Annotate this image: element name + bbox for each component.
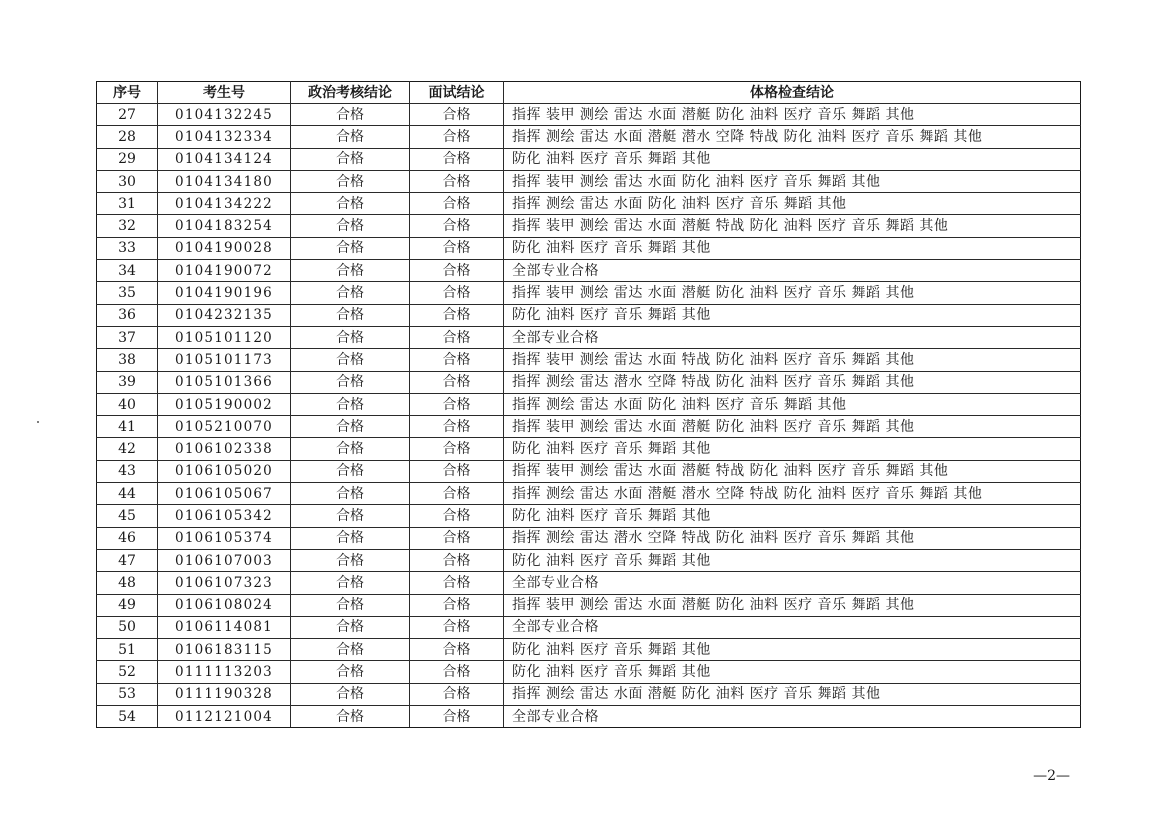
serial-cell: 30 <box>97 170 158 192</box>
political-review-cell: 合格 <box>291 460 410 482</box>
political-review-cell: 合格 <box>291 572 410 594</box>
interview-cell: 合格 <box>410 349 504 371</box>
physical-exam-cell: 指挥 装甲 测绘 雷达 水面 潜艇 特战 防化 油料 医疗 音乐 舞蹈 其他 <box>504 215 1081 237</box>
interview-cell: 合格 <box>410 371 504 393</box>
table-row <box>97 371 1081 393</box>
candidate-id-cell: 0111113203 <box>158 661 291 683</box>
political-review-cell: 合格 <box>291 393 410 415</box>
physical-exam-cell: 全部专业合格 <box>504 260 1081 282</box>
serial-cell: 28 <box>97 126 158 148</box>
interview-cell: 合格 <box>410 304 504 326</box>
political-review-cell: 合格 <box>291 126 410 148</box>
table-row <box>97 393 1081 415</box>
candidate-id-cell: 0104134222 <box>158 193 291 215</box>
candidate-id-cell: 0105210070 <box>158 416 291 438</box>
physical-exam-cell: 指挥 测绘 雷达 水面 潜艇 潜水 空降 特战 防化 油料 医疗 音乐 舞蹈 其他 <box>504 126 1081 148</box>
candidate-id-cell: 0106105020 <box>158 460 291 482</box>
political-review-cell: 合格 <box>291 549 410 571</box>
candidate-id-cell: 0104190028 <box>158 237 291 259</box>
serial-cell: 39 <box>97 371 158 393</box>
political-review-cell: 合格 <box>291 148 410 170</box>
physical-exam-cell: 防化 油料 医疗 音乐 舞蹈 其他 <box>504 505 1081 527</box>
political-review-cell: 合格 <box>291 661 410 683</box>
physical-exam-cell: 防化 油料 医疗 音乐 舞蹈 其他 <box>504 549 1081 571</box>
interview-cell: 合格 <box>410 282 504 304</box>
political-review-cell: 合格 <box>291 349 410 371</box>
serial-cell: 45 <box>97 505 158 527</box>
table-row <box>97 304 1081 326</box>
interview-cell: 合格 <box>410 527 504 549</box>
physical-exam-cell: 指挥 装甲 测绘 雷达 水面 潜艇 特战 防化 油料 医疗 音乐 舞蹈 其他 <box>504 460 1081 482</box>
interview-cell: 合格 <box>410 460 504 482</box>
physical-exam-cell: 防化 油料 医疗 音乐 舞蹈 其他 <box>504 438 1081 460</box>
table-row <box>97 438 1081 460</box>
header-row <box>97 82 1081 104</box>
serial-cell: 54 <box>97 706 158 728</box>
candidate-id-cell: 0112121004 <box>158 706 291 728</box>
physical-exam-cell: 指挥 装甲 测绘 雷达 水面 潜艇 防化 油料 医疗 音乐 舞蹈 其他 <box>504 282 1081 304</box>
interview-cell: 合格 <box>410 438 504 460</box>
political-review-cell: 合格 <box>291 438 410 460</box>
interview-cell: 合格 <box>410 416 504 438</box>
interview-cell: 合格 <box>410 215 504 237</box>
physical-exam-cell: 防化 油料 医疗 音乐 舞蹈 其他 <box>504 148 1081 170</box>
table-row <box>97 170 1081 192</box>
interview-cell: 合格 <box>410 104 504 126</box>
interview-cell: 合格 <box>410 639 504 661</box>
political-review-cell: 合格 <box>291 104 410 126</box>
political-review-cell: 合格 <box>291 594 410 616</box>
table-row <box>97 661 1081 683</box>
serial-cell: 50 <box>97 616 158 638</box>
interview-cell: 合格 <box>410 260 504 282</box>
serial-cell: 47 <box>97 549 158 571</box>
candidate-id-cell: 0104190196 <box>158 282 291 304</box>
serial-cell: 41 <box>97 416 158 438</box>
serial-cell: 32 <box>97 215 158 237</box>
serial-cell: 48 <box>97 572 158 594</box>
interview-cell: 合格 <box>410 683 504 705</box>
interview-cell: 合格 <box>410 505 504 527</box>
candidate-id-cell: 0106105342 <box>158 505 291 527</box>
table-row <box>97 594 1081 616</box>
table-row <box>97 260 1081 282</box>
political-review-cell: 合格 <box>291 215 410 237</box>
table-row <box>97 237 1081 259</box>
table-row <box>97 616 1081 638</box>
physical-exam-cell: 指挥 测绘 雷达 水面 潜艇 防化 油料 医疗 音乐 舞蹈 其他 <box>504 683 1081 705</box>
interview-cell: 合格 <box>410 170 504 192</box>
physical-exam-cell: 防化 油料 医疗 音乐 舞蹈 其他 <box>504 639 1081 661</box>
candidate-id-cell: 0106108024 <box>158 594 291 616</box>
serial-cell: 44 <box>97 483 158 505</box>
physical-exam-cell: 指挥 测绘 雷达 潜水 空降 特战 防化 油料 医疗 音乐 舞蹈 其他 <box>504 371 1081 393</box>
table-row <box>97 416 1081 438</box>
physical-exam-cell: 指挥 装甲 测绘 雷达 水面 防化 油料 医疗 音乐 舞蹈 其他 <box>504 170 1081 192</box>
political-review-cell: 合格 <box>291 683 410 705</box>
candidate-id-cell: 0106114081 <box>158 616 291 638</box>
physical-exam-cell: 指挥 装甲 测绘 雷达 水面 潜艇 防化 油料 医疗 音乐 舞蹈 其他 <box>504 594 1081 616</box>
serial-cell: 49 <box>97 594 158 616</box>
physical-exam-cell: 全部专业合格 <box>504 572 1081 594</box>
candidate-id-cell: 0111190328 <box>158 683 291 705</box>
interview-cell: 合格 <box>410 616 504 638</box>
interview-cell: 合格 <box>410 148 504 170</box>
physical-exam-cell: 全部专业合格 <box>504 616 1081 638</box>
political-review-cell: 合格 <box>291 483 410 505</box>
candidate-id-cell: 0104132245 <box>158 104 291 126</box>
serial-cell: 35 <box>97 282 158 304</box>
candidate-id-cell: 0105190002 <box>158 393 291 415</box>
serial-cell: 27 <box>97 104 158 126</box>
interview-cell: 合格 <box>410 549 504 571</box>
political-review-cell: 合格 <box>291 193 410 215</box>
political-review-cell: 合格 <box>291 371 410 393</box>
candidate-id-cell: 0104134180 <box>158 170 291 192</box>
candidate-id-cell: 0104134124 <box>158 148 291 170</box>
serial-cell: 29 <box>97 148 158 170</box>
candidate-id-cell: 0104132334 <box>158 126 291 148</box>
header-interview: 面试结论 <box>410 82 504 104</box>
physical-exam-cell: 指挥 装甲 测绘 雷达 水面 特战 防化 油料 医疗 音乐 舞蹈 其他 <box>504 349 1081 371</box>
header-physical-exam: 体格检查结论 <box>504 82 1081 104</box>
table-body <box>97 104 1081 728</box>
interview-cell: 合格 <box>410 326 504 348</box>
political-review-cell: 合格 <box>291 304 410 326</box>
table-row <box>97 193 1081 215</box>
political-review-cell: 合格 <box>291 282 410 304</box>
political-review-cell: 合格 <box>291 170 410 192</box>
serial-cell: 34 <box>97 260 158 282</box>
results-table <box>96 81 1081 728</box>
political-review-cell: 合格 <box>291 505 410 527</box>
page-number: —2— <box>1033 768 1070 784</box>
interview-cell: 合格 <box>410 706 504 728</box>
interview-cell: 合格 <box>410 572 504 594</box>
interview-cell: 合格 <box>410 193 504 215</box>
candidate-id-cell: 0106107323 <box>158 572 291 594</box>
interview-cell: 合格 <box>410 661 504 683</box>
candidate-id-cell: 0106107003 <box>158 549 291 571</box>
serial-cell: 52 <box>97 661 158 683</box>
table-header <box>97 82 1081 104</box>
serial-cell: 31 <box>97 193 158 215</box>
scan-speck <box>37 421 39 423</box>
table-row <box>97 148 1081 170</box>
candidate-id-cell: 0104183254 <box>158 215 291 237</box>
table-row <box>97 215 1081 237</box>
political-review-cell: 合格 <box>291 706 410 728</box>
table-row <box>97 549 1081 571</box>
candidate-id-cell: 0104190072 <box>158 260 291 282</box>
serial-cell: 37 <box>97 326 158 348</box>
physical-exam-cell: 指挥 装甲 测绘 雷达 水面 潜艇 防化 油料 医疗 音乐 舞蹈 其他 <box>504 104 1081 126</box>
candidate-id-cell: 0104232135 <box>158 304 291 326</box>
candidate-id-cell: 0106102338 <box>158 438 291 460</box>
political-review-cell: 合格 <box>291 616 410 638</box>
table-row <box>97 706 1081 728</box>
table-row <box>97 639 1081 661</box>
table-row <box>97 326 1081 348</box>
serial-cell: 36 <box>97 304 158 326</box>
candidate-id-cell: 0105101120 <box>158 326 291 348</box>
table-row <box>97 483 1081 505</box>
table-row <box>97 282 1081 304</box>
physical-exam-cell: 指挥 测绘 雷达 潜水 空降 特战 防化 油料 医疗 音乐 舞蹈 其他 <box>504 527 1081 549</box>
serial-cell: 38 <box>97 349 158 371</box>
header-serial: 序号 <box>97 82 158 104</box>
physical-exam-cell: 全部专业合格 <box>504 326 1081 348</box>
interview-cell: 合格 <box>410 483 504 505</box>
serial-cell: 43 <box>97 460 158 482</box>
physical-exam-cell: 防化 油料 医疗 音乐 舞蹈 其他 <box>504 661 1081 683</box>
political-review-cell: 合格 <box>291 527 410 549</box>
interview-cell: 合格 <box>410 594 504 616</box>
interview-cell: 合格 <box>410 393 504 415</box>
candidate-id-cell: 0106105374 <box>158 527 291 549</box>
table-row <box>97 126 1081 148</box>
political-review-cell: 合格 <box>291 260 410 282</box>
serial-cell: 46 <box>97 527 158 549</box>
header-political-review: 政治考核结论 <box>291 82 410 104</box>
candidate-id-cell: 0105101366 <box>158 371 291 393</box>
interview-cell: 合格 <box>410 237 504 259</box>
physical-exam-cell: 指挥 测绘 雷达 水面 防化 油料 医疗 音乐 舞蹈 其他 <box>504 393 1081 415</box>
serial-cell: 40 <box>97 393 158 415</box>
table-row <box>97 527 1081 549</box>
table-row <box>97 460 1081 482</box>
header-candidate-id: 考生号 <box>158 82 291 104</box>
table-row <box>97 683 1081 705</box>
political-review-cell: 合格 <box>291 326 410 348</box>
table-row <box>97 104 1081 126</box>
physical-exam-cell: 指挥 装甲 测绘 雷达 水面 潜艇 防化 油料 医疗 音乐 舞蹈 其他 <box>504 416 1081 438</box>
physical-exam-cell: 防化 油料 医疗 音乐 舞蹈 其他 <box>504 237 1081 259</box>
physical-exam-cell: 防化 油料 医疗 音乐 舞蹈 其他 <box>504 304 1081 326</box>
serial-cell: 42 <box>97 438 158 460</box>
physical-exam-cell: 指挥 测绘 雷达 水面 防化 油料 医疗 音乐 舞蹈 其他 <box>504 193 1081 215</box>
candidate-id-cell: 0106183115 <box>158 639 291 661</box>
serial-cell: 51 <box>97 639 158 661</box>
table-row <box>97 505 1081 527</box>
political-review-cell: 合格 <box>291 237 410 259</box>
candidate-id-cell: 0105101173 <box>158 349 291 371</box>
serial-cell: 33 <box>97 237 158 259</box>
physical-exam-cell: 全部专业合格 <box>504 706 1081 728</box>
physical-exam-cell: 指挥 测绘 雷达 水面 潜艇 潜水 空降 特战 防化 油料 医疗 音乐 舞蹈 其他 <box>504 483 1081 505</box>
political-review-cell: 合格 <box>291 416 410 438</box>
table-row <box>97 349 1081 371</box>
interview-cell: 合格 <box>410 126 504 148</box>
candidate-id-cell: 0106105067 <box>158 483 291 505</box>
table-row <box>97 572 1081 594</box>
serial-cell: 53 <box>97 683 158 705</box>
political-review-cell: 合格 <box>291 639 410 661</box>
